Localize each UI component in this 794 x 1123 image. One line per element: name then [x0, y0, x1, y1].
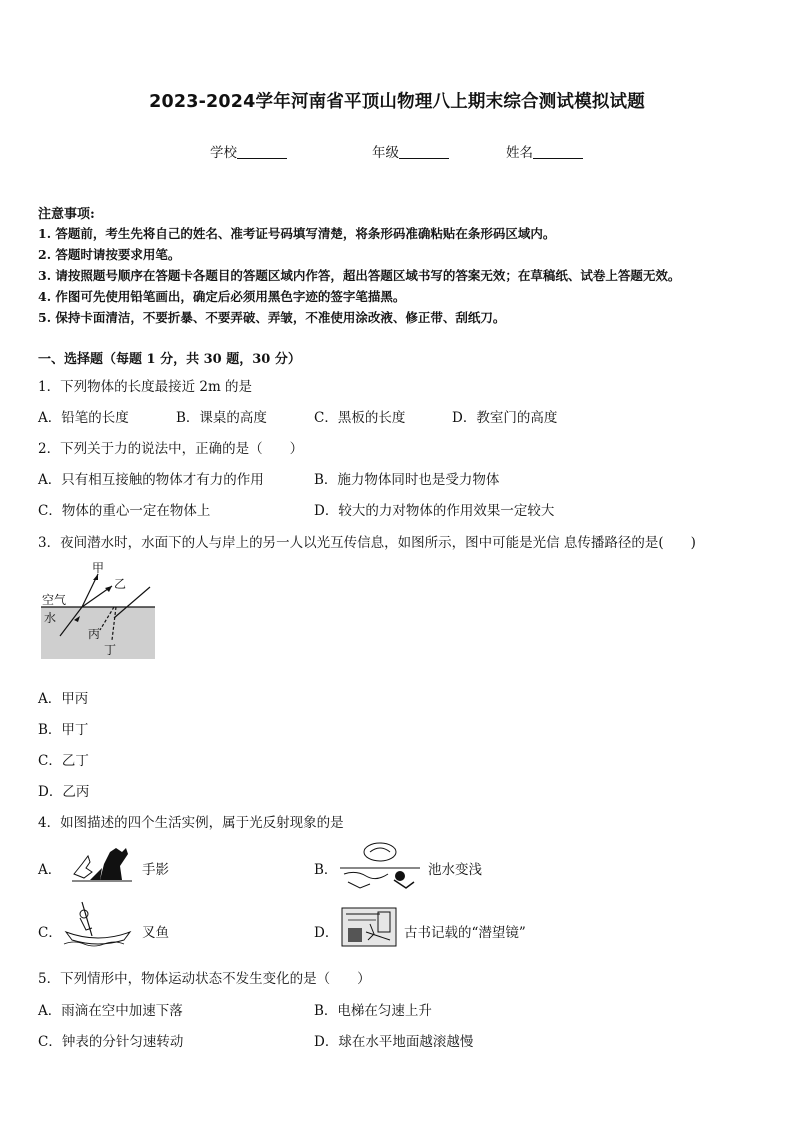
q1-stem: 1．下列物体的长度最接近 2m 的是: [38, 379, 253, 395]
note-item: 5. 保持卡面清洁，不要折暴、不要弄破、弄皱，不准使用涂改液、修正带、刮纸刀。: [38, 310, 506, 325]
hand-shadow-image: [70, 844, 134, 884]
q4-option-d-letter: D．: [314, 925, 339, 941]
note-item: 4. 作图可先使用铅笔画出，确定后必须用黑色字迹的签字笔描黑。: [38, 289, 406, 304]
note-item: 2. 答题时请按要求用笔。: [38, 247, 181, 262]
q4-option-b-letter: B．: [314, 862, 338, 878]
pool-illusion-image: [336, 838, 424, 892]
note-item: 1. 答题前，考生先将自己的姓名、准考证号码填写清楚，将条形码准确粘贴在条形码区域内。: [38, 226, 556, 241]
q5-stem: 5．下列情形中，物体运动状态不发生变化的是（ ）: [38, 971, 371, 987]
q1-option-b[interactable]: B．课桌的高度: [176, 410, 267, 426]
ancient-periscope-image: [340, 904, 398, 950]
q1-option-a[interactable]: A．铅笔的长度: [38, 410, 129, 426]
school-field[interactable]: [210, 141, 287, 161]
name-field[interactable]: [506, 141, 583, 161]
label-yi: 乙: [114, 577, 127, 591]
grade-label: 年级: [372, 145, 399, 161]
grade-field[interactable]: [372, 141, 449, 161]
light-refraction-figure: [38, 560, 158, 662]
q4-option-d-text: 古书记载的“潜望镜”: [404, 925, 526, 941]
q2-option-d[interactable]: D．较大的力对物体的作用效果一定较大: [314, 503, 555, 519]
label-ding: 丁: [104, 643, 117, 657]
label-bing: 丙: [88, 627, 101, 641]
section-heading: 一、选择题（每题 1 分，共 30 题，30 分）: [38, 352, 301, 367]
q4-option-c-letter: C．: [38, 925, 62, 941]
q5-option-c[interactable]: C．钟表的分针匀速转动: [38, 1034, 184, 1050]
q4-option-c[interactable]: [38, 921, 62, 941]
q3-option-c[interactable]: C．乙丁: [38, 753, 89, 769]
name-label: 姓名: [506, 145, 533, 161]
spear-fishing-image: [62, 900, 134, 950]
label-water: 水: [44, 611, 57, 625]
school-blank[interactable]: [237, 144, 287, 159]
q2-option-c[interactable]: C．物体的重心一定在物体上: [38, 503, 211, 519]
q2-option-a[interactable]: A．只有相互接触的物体才有力的作用: [38, 472, 264, 488]
q4-option-b[interactable]: [314, 858, 337, 878]
label-air: 空气: [42, 593, 67, 607]
label-jia: 甲: [92, 561, 105, 575]
q5-option-a[interactable]: A．雨滴在空中加速下落: [38, 1003, 183, 1019]
school-label: 学校: [210, 145, 237, 161]
q4-option-c-text: 叉鱼: [142, 925, 169, 941]
note-item: 3. 请按照题号顺序在答题卡各题目的答题区域内作答，超出答题区域书写的答案无效；在草稿纸、试卷上答题无效。: [38, 268, 681, 283]
q4-option-a-text: 手影: [142, 862, 169, 878]
q3-option-a[interactable]: A．甲丙: [38, 691, 89, 707]
q5-option-d[interactable]: D．球在水平地面越滚越慢: [314, 1034, 474, 1050]
q1-option-c[interactable]: C．黑板的长度: [314, 410, 406, 426]
name-blank[interactable]: [533, 144, 583, 159]
q4-option-d[interactable]: [314, 921, 338, 941]
q4-option-a-letter: A．: [38, 862, 62, 878]
q4-option-a[interactable]: [38, 858, 61, 878]
q3-stem: 3．夜间潜水时，水面下的人与岸上的另一人以光互传信息，如图所示，图中可能是光信 息传播路径的是( ): [38, 535, 696, 551]
q1-option-d[interactable]: D．教室门的高度: [452, 410, 558, 426]
page-title: 2023-2024学年河南省平顶山物理八上期末综合测试模拟试题: [149, 92, 645, 112]
q3-option-b[interactable]: B．甲丁: [38, 722, 89, 738]
q4-option-b-text: 池水变浅: [428, 862, 482, 878]
q2-option-b[interactable]: B．施力物体同时也是受力物体: [314, 472, 500, 488]
ray-arrow-icon: [105, 586, 112, 592]
q3-option-d[interactable]: D．乙丙: [38, 784, 90, 800]
notes-heading: 注意事项:: [38, 207, 95, 222]
grade-blank[interactable]: [399, 144, 449, 159]
q4-stem: 4．如图描述的四个生活实例，属于光反射现象的是: [38, 815, 344, 831]
q2-stem: 2．下列关于力的说法中，正确的是（ ）: [38, 441, 304, 457]
q5-option-b[interactable]: B．电梯在匀速上升: [314, 1003, 432, 1019]
